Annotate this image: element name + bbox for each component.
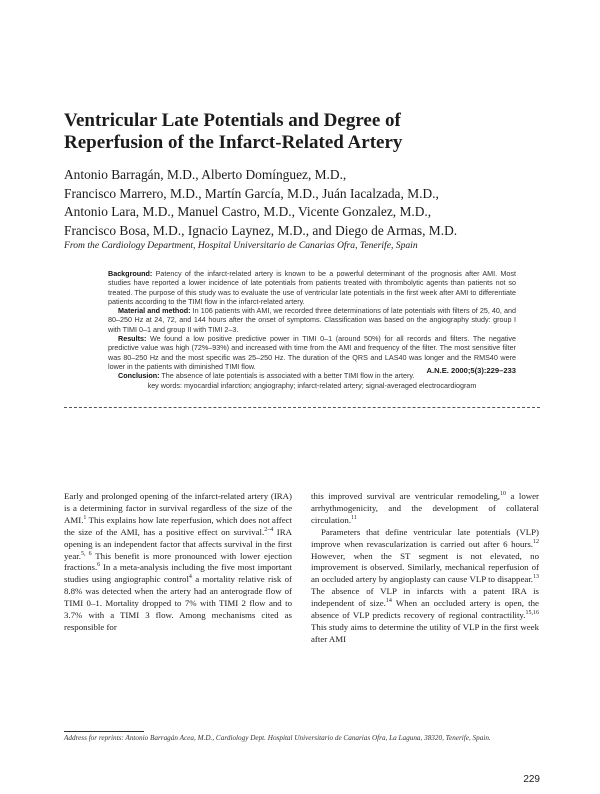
article-title <box>64 110 544 154</box>
author-list <box>64 166 564 240</box>
body-text: this improved survival are ventricular remodeling, <box>311 491 501 501</box>
abstract <box>108 269 516 381</box>
body-text: a lower arrhythmogenicity, and the development of collateral circulation. <box>311 491 540 525</box>
keywords: key words: myocardial infarction; angiography; infarct-related artery; signal-averaged electrocardiogram <box>147 381 477 390</box>
reference-superscript: 2–4 <box>264 526 274 533</box>
abstract-methods <box>108 306 516 334</box>
page-number: 229 <box>523 774 540 785</box>
abstract-label: Material and method: <box>118 306 191 316</box>
abstract-text: We found a low positive predictive power in TIMI 0–1 (around 50%) for all records and filters. The negative predictive value was high (72%–93%) and increased with time from the AMI and frequency of the filter. The most sensitive filter was 80–250 Hz and the most specific was 25–250 Hz. The duration of the QRS and LAS40 was longer and the RMS40 were lower in the patients with diminished TIMI flow. <box>108 334 517 371</box>
footnote-divider <box>64 731 144 732</box>
section-divider <box>64 407 540 408</box>
reference-superscript: 6 <box>97 562 101 569</box>
affiliation: From the Cardiology Department, Hospital Universitario de Canarias Ofra, Tenerife, Spain <box>64 240 418 251</box>
body-paragraph <box>311 527 539 646</box>
body-paragraph <box>311 491 539 527</box>
reference-superscript: 14 <box>385 598 392 605</box>
reference-superscript: 1 <box>83 514 87 521</box>
body-text: Parameters that define ventricular late potentials (VLP) improve when revascularization is carried out after 6 hours. <box>311 526 539 549</box>
author-line: Francisco Marrero, M.D., Martín García, M.D., Juán Iacalzada, M.D., <box>64 185 439 201</box>
body-text: In a meta-analysis including the five most important studies using angiographic control <box>64 562 292 585</box>
body-text: When an occluded artery is open, the absence of VLP predicts recovery of regional contractility. <box>311 598 539 621</box>
reference-superscript: 5, 6 <box>80 550 92 557</box>
reference-superscript: 13 <box>533 574 539 581</box>
journal-citation: A.N.E. 2000;5(3):229–233 <box>426 366 516 375</box>
title-line: Reperfusion of the Infarct-Related Artery <box>64 132 403 153</box>
author-line: Antonio Lara, M.D., Manuel Castro, M.D., Vicente Gonzalez, M.D., <box>64 204 432 219</box>
abstract-label: Conclusion: <box>118 371 160 381</box>
reference-superscript: 11 <box>351 514 357 521</box>
reference-superscript: 15,16 <box>525 610 539 617</box>
body-text: a mortality relative risk of 8.8% was detected when the artery had an anterograde flow of TIMI 0–1. Mortality dropped to 7% with TIMI 2 flow and to 3.7% with a TIMI 3 flow. Among mechanisms cited as responsible for <box>64 574 292 632</box>
abstract-label: Background: <box>108 269 153 278</box>
reprint-address: Address for reprints: Antonio Barragán Acea, M.D., Cardiology Dept. Hospital Universitario de Canarias Ofra, La Laguna, 38320, Tenerife, Spain. <box>64 734 491 742</box>
abstract-text: Patency of the infarct-related artery is known to be a powerful determinant of the prognosis after AMI. Most studies have reported a lower incidence of late potentials from patients treated with thrombolytic agents than patients not so treated. The purpose of this study was to evaluate the use of ventricular late potentials in the first week after AMI to differentiate patients according to the TIMI flow in the infarct-related artery. <box>108 269 517 306</box>
body-text: This explains how late reperfusion, which does not affect the size of the AMI, has a positive effect on survival. <box>64 514 292 537</box>
body-column-right <box>311 491 539 646</box>
title-line: Ventricular Late Potentials and Degree of <box>64 110 401 131</box>
reference-superscript: 4 <box>188 574 192 581</box>
abstract-label: Results: <box>118 334 147 344</box>
body-text: This benefit is more pronounced with lower ejection fractions. <box>64 550 292 573</box>
abstract-background <box>108 269 516 306</box>
body-column-left <box>64 491 292 634</box>
author-line: Francisco Bosa, M.D., Ignacio Laynez, M.D., and Diego de Armas, M.D. <box>64 222 458 238</box>
body-text: Early and prolonged opening of the infarct-related artery (IRA) is a determining factor in survival regardless of the size of the AMI. <box>64 491 292 525</box>
body-text: However, when the ST segment is not elevated, no improvement is observed. Similarly, mechanical reperfusion of an occluded artery by angioplasty can cause VLP to disappear. <box>311 550 539 585</box>
body-text: The absence of VLP in infarcts with a patent IRA is independent of size. <box>311 586 539 609</box>
abstract-text: In 106 patients with AMI, we recorded three determinations of late potentials with filters of 25, 40, and 80–250 Hz at 24, 72, and 144 hours after the onset of symptoms. Classification was based on the angiography study: group I with TIMI 0–1 and group II with TIMI 2–3. <box>108 306 516 334</box>
body-text: This study aims to determine the utility of VLP in the first week after AMI <box>311 621 539 644</box>
author-line: Antonio Barragán, M.D., Alberto Domínguez, M.D., <box>64 167 347 182</box>
reference-superscript: 12 <box>533 538 539 545</box>
body-text: IRA opening is an independent factor that affects survival in the first year. <box>64 526 292 561</box>
reference-superscript: 10 <box>500 491 507 498</box>
abstract-text: The absence of late potentials is associated with a better TIMI flow in the artery. <box>161 371 415 381</box>
body-paragraph <box>64 491 292 634</box>
